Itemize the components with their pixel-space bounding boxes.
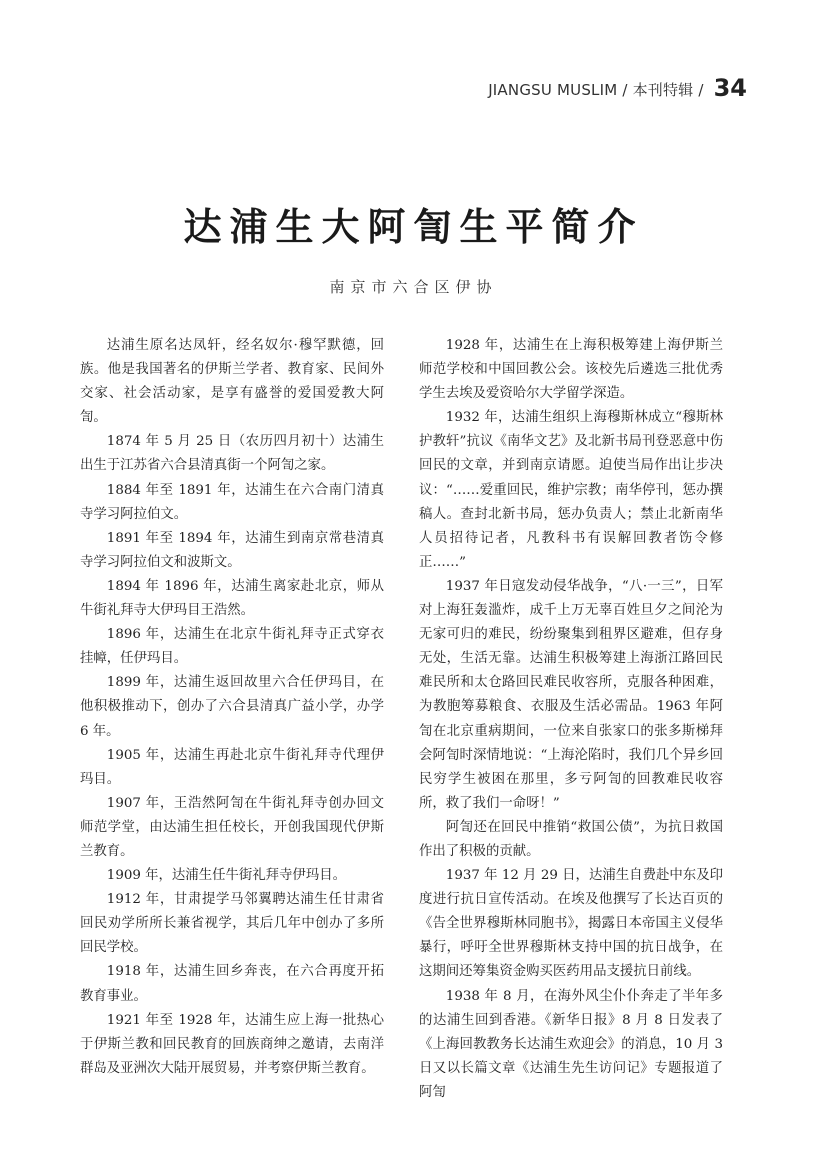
paragraph: 1884 年至 1891 年，达浦生在六合南门清真寺学习阿拉伯文。	[80, 482, 384, 522]
paragraph: 1938 年 8 月，在海外风尘仆仆奔走了半年多的达浦生回到香港。《新华日报》8 月 8 日发表了《上海回教教务长达浦生欢迎会》的消息，10 月 3 日又以长篇文章《达浦生先生访问记》专题报道了阿訇	[419, 988, 723, 1100]
right-column	[419, 334, 723, 1105]
paragraph: 1937 年日寇发动侵华战争，“八·一三”，日军对上海狂轰滥炸，成千上万无辜百姓旦夕之间沦为无家可归的难民，纷纷聚集到租界区避难，但存身无处，生活无靠。达浦生积极筹建上海浙江路回民难民所和太仓路回民难民收容所，克服各种困难，为教胞筹募粮食、衣服及生活必需品。1963 年阿訇在北京重病期间，一位来自张家口的张多斯梯拜会阿訇时深情地说：“上海沦陷时，我们几个异乡回民穷学生被困在那里，多亏阿訇的回教难民收容所，救了我们一命呀！”	[419, 578, 723, 811]
paragraph: 1874 年 5 月 25 日（农历四月初十）达浦生出生于江苏省六合县清真街一个阿訇之家。	[80, 434, 384, 474]
paragraph: 1932 年，达浦生组织上海穆斯林成立“穆斯林护教轩”抗议《南华文艺》及北新书局刊登恶意中伤回民的文章，并到南京请愿。迫使当局作出让步决议：“……爱重回民，维护宗教；南华停刊，惩办撰稿人。查封北新书局，惩办负责人；禁止北新南华人员招待记者，凡教科书有误解回教者饬令修正……”	[419, 410, 723, 570]
article-author: 南京市六合区伊协	[329, 278, 498, 296]
publication-name: JIANGSU MUSLIM / 本刊特辑 /	[488, 81, 704, 99]
paragraph: 1891 年至 1894 年，达浦生到南京常巷清真寺学习阿拉伯文和波斯文。	[80, 530, 384, 570]
paragraph: 1899 年，达浦生返回故里六合任伊玛目，在他积极推动下，创办了六合县清真广益小学，办学 6 年。	[80, 675, 384, 739]
paragraph: 达浦生原名达凤轩，经名奴尔·穆罕默德，回族。他是我国著名的伊斯兰学者、教育家、民间外交家、社会活动家，是享有盛誉的爱国爱教大阿訇。	[80, 338, 384, 426]
page-number: 34	[713, 74, 747, 102]
paragraph: 1918 年，达浦生回乡奔丧，在六合再度开拓教育事业。	[80, 964, 384, 1004]
paragraph: 1912 年，甘肃提学马邻翼聘达浦生任甘肃省回民劝学所所长兼省视学，其后几年中创办了多所回民学校。	[80, 892, 384, 956]
paragraph: 1896 年，达浦生在北京牛街礼拜寺正式穿衣挂幛，任伊玛目。	[80, 627, 384, 667]
paragraph: 阿訇还在回民中推销“救国公债”，为抗日救国作出了积极的贡献。	[419, 819, 723, 859]
paragraph: 1921 年至 1928 年，达浦生应上海一批热心于伊斯兰教和回民教育的回族商绅之邀请，去南洋群岛及亚洲次大陆开展贸易，并考察伊斯兰教育。	[80, 1012, 384, 1076]
paragraph: 1905 年，达浦生再赴北京牛街礼拜寺代理伊玛目。	[80, 747, 384, 787]
article-title: 达浦生大阿訇生平简介	[183, 205, 644, 249]
left-column	[80, 334, 384, 1081]
paragraph: 1894 年 1896 年，达浦生离家赴北京，师从牛街礼拜寺大伊玛目王浩然。	[80, 578, 384, 619]
paragraph: 1907 年，王浩然阿訇在牛街礼拜寺创办回文师范学堂，由达浦生担任校长，开创我国现代伊斯兰教育。	[80, 795, 384, 859]
running-header	[488, 76, 747, 100]
paragraph: 1909 年，达浦生任牛街礼拜寺伊玛目。	[106, 868, 346, 884]
paragraph: 1937 年 12 月 29 日，达浦生自费赴中东及印度进行抗日宣传活动。在埃及他撰写了长达百页的《告全世界穆斯林同胞书》，揭露日本帝国主义侵华暴行，呼吁全世界穆斯林支持中国的抗日战争，在这期间还筹集资金购买医药用品支援抗日前线。	[419, 868, 723, 980]
paragraph: 1928 年，达浦生在上海积极筹建上海伊斯兰师范学校和中国回教公会。该校先后遴选三批优秀学生去埃及爱资哈尔大学留学深造。	[419, 338, 723, 402]
